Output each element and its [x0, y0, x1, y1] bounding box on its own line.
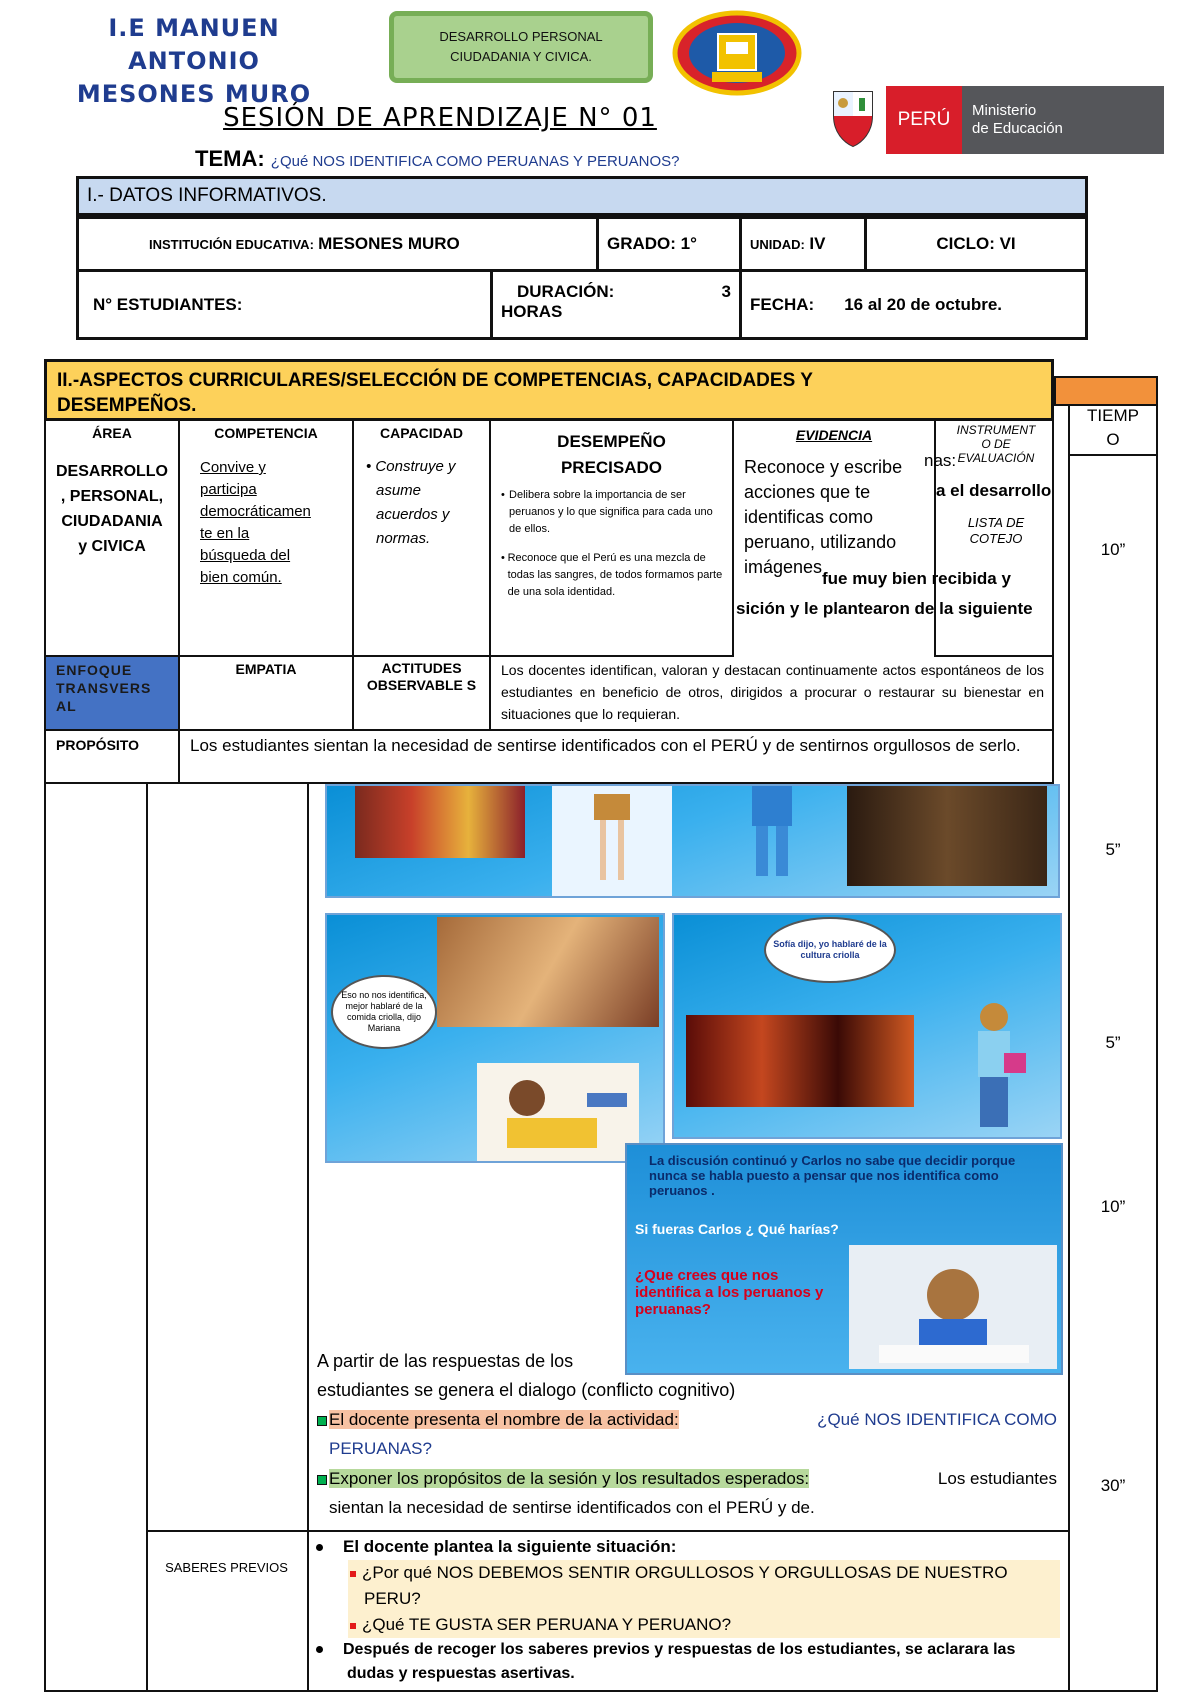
unidad-cell: UNIDAD: IV	[742, 219, 867, 269]
speech-bubble-left: Eso no nos identifica, mejor hablaré de la comida criolla, dijo Mariana	[331, 975, 437, 1049]
capacidad-value: • Construye y asume acuerdos y normas.	[366, 458, 456, 547]
desempeno-title: DESEMPEÑO PRECISADO	[557, 432, 666, 477]
question-panel	[625, 1143, 1063, 1375]
enfoque-value: EMPATIA	[180, 657, 354, 729]
evidencia-value: Reconoce y escribe acciones que te identificas como peruano, utilizando imágenes	[744, 457, 903, 577]
proposito-text: Los estudiantes sientan la necesidad de sentirse identificados con el PERÚ y de sentirnos orgullosos de serlo.	[190, 736, 1021, 755]
session-title: SESIÓN DE APRENDIZAJE N° 01	[223, 103, 657, 133]
saberes-block	[316, 1534, 1060, 1686]
fecha-cell: FECHA: 16 al 20 de octubre.	[750, 294, 1003, 314]
estudiantes-cell: N° ESTUDIANTES:	[79, 272, 493, 337]
statue-photo	[847, 786, 1047, 886]
curriculum-table	[44, 421, 1054, 657]
student-girl-illustration	[954, 993, 1032, 1133]
ciclo-cell: CICLO: VI	[936, 234, 1016, 253]
food-image-panel	[325, 913, 665, 1163]
desempeno-item: • Delibera sobre la importancia de ser peruanos y lo que significa para cada uno de ellos.	[501, 489, 713, 535]
bullet-icon	[316, 1544, 323, 1551]
saberes-intro: El docente plantea la siguiente situación:	[316, 1534, 1060, 1560]
question-panel-q2: ¿Que crees que nos identifica a los peruanos y peruanas?	[635, 1267, 824, 1318]
proposito-label: PROPÓSITO	[46, 731, 180, 782]
bullet-square-icon	[317, 1475, 327, 1485]
row-divider	[146, 1530, 1068, 1532]
capacidad-column: CAPACIDAD • Construye y asume acuerdos y normas.	[354, 421, 491, 657]
desempeno-item: • Reconoce que el Perú es una mezcla de todas las sangres, de todos formamos parte de una sola identidad.	[501, 552, 723, 598]
minedu-peru-label: PERÚ	[886, 86, 962, 154]
bullet-square-icon	[350, 1571, 356, 1577]
bullet-square-icon	[350, 1623, 356, 1629]
girl-reading-photo	[477, 1063, 639, 1163]
actitudes-text: Los docentes identifican, valoran y destacan continuamente actos espontáneos de los estudiantes en beneficio de otros, dirigidos a procurar o restaurar su bienestar en situaciones que lo requieran.	[501, 662, 1044, 722]
competencia-value: Convive y participa democráticamen te en la búsqueda del bien común.	[200, 459, 311, 586]
girl-illustration	[552, 786, 672, 896]
dialogo-block: A partir de las respuestas de los estudiantes se genera el dialogo (conflicto cognitivo) El docente presenta el nombre de la actividad: ¿Qué NOS IDENTIFICA COMO PERUANAS? Exponer los propósitos de la sesión y los resultados esperados: Los estudiantes sientan la necesidad de sentirse identificados con el PERÚ y de.	[317, 1351, 1057, 1517]
proposito-row	[44, 731, 1054, 784]
column-divider	[307, 784, 309, 1692]
food-photo	[437, 917, 659, 1027]
speech-bubble-right: Sofía dijo, yo hablaré de la cultura criolla	[764, 917, 896, 983]
time-value: 5”	[1105, 840, 1121, 859]
column-divider	[146, 784, 148, 1692]
area-badge: DESARROLLO PERSONAL CIUDADANIA Y CIVICA.	[389, 11, 653, 83]
grado-cell: GRADO: 1°	[599, 219, 742, 269]
actitudes-label: ACTITUDES OBSERVABLE S	[354, 657, 491, 729]
saberes-question: ¿Por qué NOS DEBEMOS SENTIR ORGULLOSOS Y ORGULLOSAS DE NUESTRO PERU? ¿Qué TE GUSTA SER PERUANA Y PERUANO?	[348, 1560, 1060, 1638]
area-column: ÁREA DESARROLLO , PERSONAL, CIUDADANIA y CIVICA	[46, 421, 180, 657]
propositos-line: Exponer los propósitos de la sesión y los resultados esperados: Los estudiantes	[317, 1464, 1057, 1493]
school-name: I.E MANUEN ANTONIO MESONES MURO	[76, 14, 312, 108]
datos-table	[76, 216, 1088, 340]
ministry-logo	[886, 86, 1164, 154]
duracion-cell: DURACIÓN: 3 HORAS	[493, 272, 742, 337]
tema-text: ¿Qué NOS IDENTIFICA COMO PERUANAS Y PERUANOS?	[270, 153, 680, 170]
instrumento-title: INSTRUMENT O DE EVALUACIÓN	[956, 423, 1036, 465]
school-crest-icon	[672, 10, 802, 96]
evidencia-column: EVIDENCIA Reconoce y escribe acciones que te identificas como peruano, utilizando imágenes fue muy bien recibida y sición y le plantearon de la siguiente	[734, 421, 936, 657]
saberes-label: SABERES PREVIOS	[165, 1560, 288, 1575]
datos-heading: I.- DATOS INFORMATIVOS.	[76, 176, 1088, 216]
desempeno-column	[491, 421, 734, 657]
tiempo-header: TIEMP O	[1068, 404, 1158, 456]
boy-illustration	[722, 786, 822, 896]
saberes-closing: Después de recoger los saberes previos y respuestas de los estudiantes, se aclarara las dudas y respuestas asertivas.	[316, 1638, 1060, 1686]
area-value: DESARROLLO , PERSONAL, CIUDADANIA y CIVICA	[56, 463, 168, 555]
desempeno-list	[491, 481, 732, 601]
dance-image-panel	[672, 913, 1062, 1139]
dancers-photo	[355, 786, 525, 858]
bullet-square-icon	[317, 1416, 327, 1426]
tiempo-band	[1054, 376, 1158, 406]
peru-shield-icon	[828, 86, 878, 150]
actividad-line: El docente presenta el nombre de la actividad: ¿Qué NOS IDENTIFICA COMO	[317, 1405, 1057, 1434]
enfoque-row	[44, 657, 1054, 731]
instrumento-column: INSTRUMENT O DE EVALUACIÓN nas: a el desarrollo LISTA DE COTEJO	[936, 421, 1056, 657]
instrumento-value: LISTA DE COTEJO	[967, 515, 1025, 546]
dance-photo	[686, 1015, 914, 1107]
enfoque-label: ENFOQUE TRANSVERS AL	[46, 657, 180, 729]
bullet-icon	[316, 1646, 323, 1653]
top-image-strip	[325, 784, 1060, 898]
minedu-name: Ministerio de Educación	[962, 86, 1164, 154]
question-panel-intro: La discusión continuó y Carlos no sabe que decidir porque nunca se habla puesto a pensar que nos identifica como peruanos .	[649, 1153, 1016, 1198]
time-value: 10”	[1100, 1197, 1126, 1216]
tema-label: TEMA:	[195, 146, 265, 171]
time-value: 5”	[1105, 1033, 1121, 1052]
question-panel-q1: Si fueras Carlos ¿ Qué harías?	[635, 1221, 839, 1237]
aspects-heading: II.-ASPECTOS CURRICULARES/SELECCIÓN DE COMPETENCIAS, CAPACIDADES Y DESEMPEÑOS.	[44, 359, 1054, 421]
tema-line	[195, 146, 680, 172]
institucion-cell: INSTITUCIÓN EDUCATIVA: MESONES MURO	[79, 219, 599, 269]
time-value: 10”	[1100, 540, 1126, 559]
time-value: 30”	[1100, 1476, 1126, 1495]
competencia-column: COMPETENCIA Convive y participa democráticamen te en la búsqueda del bien común.	[180, 421, 354, 657]
